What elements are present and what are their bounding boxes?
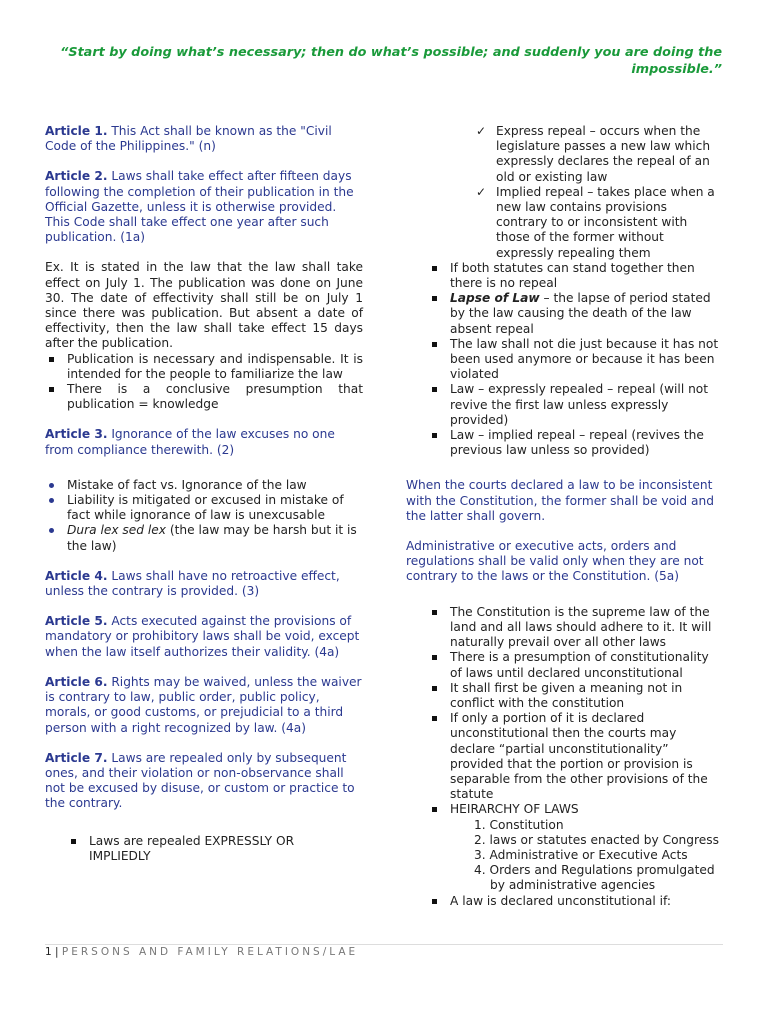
article-6 [45, 675, 363, 736]
list-item: Mistake of fact vs. Ignorance of the law [45, 478, 363, 493]
article-5-text: Acts executed against the provisions of mandatory or prohibitory laws shall be void, except when the law itself authorizes their validity. (4a) [45, 614, 360, 659]
article-6-text: Rights may be waived, unless the waiver is contrary to law, public order, public policy, morals, or good customs, or prejudicial to a third person with a right recognized by law. (4a) [45, 674, 362, 735]
latin-maxim-meaning: (the law may be harsh but it is the law) [67, 523, 357, 553]
list-item [428, 291, 722, 337]
list-item: A law is declared unconstitutional if: [428, 894, 722, 909]
article-4 [45, 569, 363, 599]
lapse-of-law-text: – the lapse of period stated by the law causing the death of the law absent repeal [450, 291, 711, 336]
list-item: ✓ Express repeal – occurs when the legislature passes a new law which expressly declares the repeal of an old or existing law [474, 124, 722, 185]
page-footer [45, 946, 358, 958]
repeal-notes-list [406, 261, 722, 459]
list-item: The Constitution is the supreme law of the land and all laws should adhere to it. It will naturally prevail over all other laws [428, 605, 722, 651]
article-4-text: Laws shall have no retroactive effect, unless the contrary is provided. (3) [45, 568, 340, 599]
example-paragraph: Ex. It is stated in the law that the law shall take effect on July 1. The publication was done on June 30. The date of effectivity shall still be on July 1 since there was publication. But absent a date of effectivity, then the law shall take effect 15 days after the publication. [45, 260, 363, 351]
publication-list [45, 352, 363, 413]
list-item: Laws are repealed EXPRESSLY OR IMPLIEDLY [67, 834, 363, 864]
list-item: If only a portion of it is declared unconstitutional then the courts may declare “partial unconstitutionality” provided that the portion or provision is separable from the other provisions of the statute [428, 711, 722, 802]
mistake-list [45, 478, 363, 554]
administrative-acts-paragraph: Administrative or executive acts, orders and regulations shall be valid only when they are not contrary to the laws or the Constitution. (5a) [406, 539, 704, 584]
article-7-text: Laws are repealed only by subsequent ones, and their violation or non-observance shall not be excused by disuse, or custom or practice to the contrary. [45, 750, 355, 811]
list-item [428, 802, 722, 893]
hierarchy-item: 1. Constitution [474, 817, 564, 832]
list-item: ✓ Implied repeal – takes place when a new law contains provisions contrary to or inconsistent with those of the former without expressly repealing them [474, 185, 722, 261]
list-item: The law shall not die just because it has not been used anymore or because it has been violated [428, 337, 722, 383]
footer-rule [45, 944, 723, 945]
list-item: If both statutes can stand together then there is no repeal [428, 261, 722, 291]
repeal-list [45, 834, 363, 864]
hierarchy-heading: HEIRARCHY OF LAWS [450, 802, 579, 817]
list-item: It shall first be given a meaning not in conflict with the constitution [428, 681, 722, 711]
article-2 [45, 169, 363, 245]
lapse-of-law-term: Lapse of Law [450, 291, 540, 306]
article-1-text: This Act shall be known as the "Civil Code of the Philippines." (n) [45, 124, 332, 154]
list-item: There is a conclusive presumption that publication = knowledge [45, 382, 363, 412]
repeal-types-list [406, 124, 722, 261]
article-3-text: Ignorance of the law excuses no one from compliance therewith. (2) [45, 427, 335, 457]
hierarchy-item: 2. laws or statutes enacted by Congress [474, 832, 719, 847]
article-5-heading: Article 5. [45, 614, 108, 629]
article-7 [45, 751, 363, 812]
header-quote: “Start by doing what’s necessary; then do what’s possible; and suddenly you are doing the impossible.” [60, 45, 722, 77]
article-5 [45, 614, 363, 660]
right-column [406, 124, 722, 909]
list-item [45, 523, 363, 553]
list-item: Publication is necessary and indispensable. It is intended for the people to familiarize the law [45, 352, 363, 382]
article-1 [45, 124, 363, 154]
page-number: 1 [45, 946, 52, 958]
footer-title: PERSONS AND FAMILY RELATIONS/LAE [61, 946, 359, 958]
article-2-heading: Article 2. [45, 169, 108, 184]
hierarchy-item: 4. Orders and Regulations promulgated by administrative agencies [474, 863, 715, 893]
list-item: Law – implied repeal – repeal (revives the previous law unless so provided) [428, 428, 722, 458]
article-1-heading: Article 1. [45, 124, 108, 138]
list-item: Liability is mitigated or excused in mistake of fact while ignorance of law is unexcusable [45, 493, 363, 523]
article-3 [45, 427, 363, 457]
list-item: There is a presumption of constitutionality of laws until declared unconstitutional [428, 650, 722, 680]
constitution-list [406, 605, 722, 909]
article-6-heading: Article 6. [45, 674, 108, 689]
footer-separator: | [51, 946, 62, 958]
hierarchy-item: 3. Administrative or Executive Acts [474, 847, 688, 862]
article-2-text: Laws shall take effect after fifteen days following the completion of their publication in the Official Gazette, unless it is otherwise provided. This Code shall take effect one year after such publication. (1a) [45, 169, 354, 245]
article-4-heading: Article 4. [45, 568, 108, 583]
hierarchy-list [450, 818, 722, 894]
article-3-heading: Article 3. [45, 427, 108, 442]
list-item: Law – expressly repealed – repeal (will not revive the first law unless expressly provided) [428, 382, 722, 428]
latin-maxim: Dura lex sed lex [67, 523, 166, 538]
constitution-paragraph: When the courts declared a law to be inconsistent with the Constitution, the former shall be void and the latter shall govern. [406, 478, 714, 523]
article-7-heading: Article 7. [45, 750, 108, 765]
left-column [45, 124, 363, 864]
